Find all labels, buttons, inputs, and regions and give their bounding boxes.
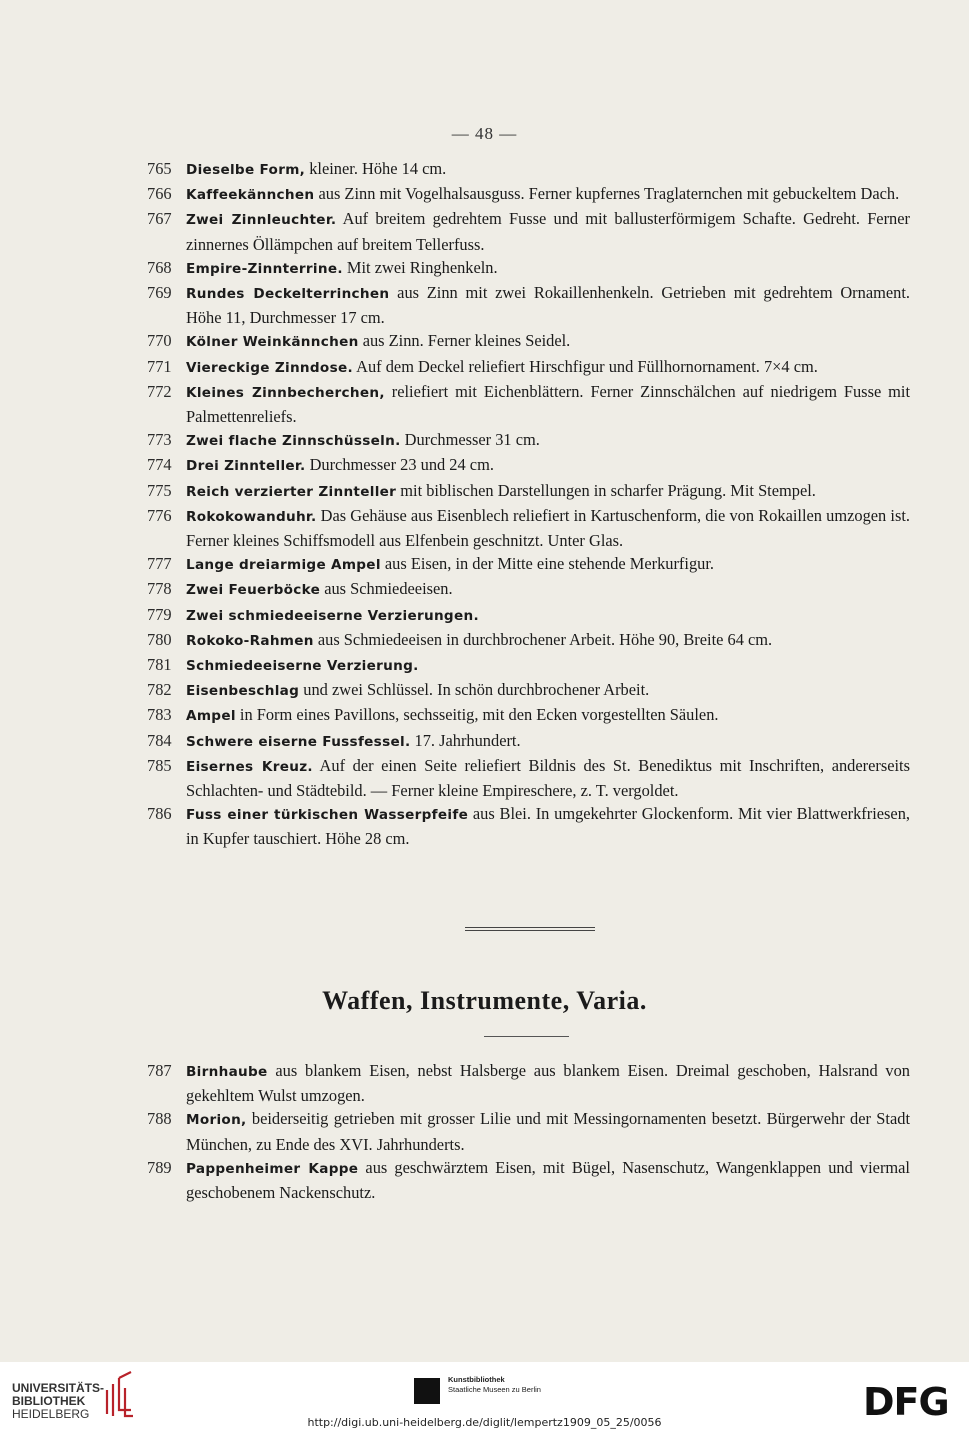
entry-description: aus Zinn mit Vogelhalsausguss. Ferner kupfernes Traglaternchen mit gebuckeltem Dach. [314,184,900,204]
entry-number: 780 [147,629,172,649]
catalog-entry [147,504,910,552]
kb-line-2: Staatliche Museen zu Berlin [448,1385,541,1394]
entry-body [186,1156,910,1204]
entry-keyword: Kleines Zinnbecherchen, [186,384,385,401]
entry-body [186,504,910,552]
entry-description: Mit zwei Ringhenkeln. [342,257,498,277]
entry-keyword: Zwei Zinnleuchter. [186,212,337,229]
entry-body [186,577,910,602]
entry-keyword: Schmiedeeiserne Verzierung. [186,658,419,675]
catalog-entry [147,479,910,504]
entry-body [186,281,910,329]
catalog-entry [147,355,910,380]
catalog-entry [147,329,910,354]
catalog-entry [147,703,910,728]
entry-keyword: Morion, [186,1112,247,1129]
uni-line-3: HEIDELBERG [12,1407,90,1421]
entry-number: 785 [147,755,172,775]
entry-keyword: Pappenheimer Kappe [186,1160,359,1177]
entry-body [186,1107,910,1155]
entry-body [186,453,910,478]
entry-number: 787 [147,1061,172,1080]
section-heading: Waffen, Instrumente, Varia. [322,986,647,1015]
entry-number: 766 [147,184,172,204]
entry-number: 770 [147,331,172,351]
entry-description: Das Gehäuse aus Eisenblech reliefiert in Kartuschenform, die von Rokaillen umzogen ist. Ferner kleines Schiffsmodell aus Elfenbein geschnitzt. Unter Glas. [186,505,910,551]
entry-number: 778 [147,579,172,599]
entry-description: aus blankem Eisen, nebst Halsberge aus blankem Eisen. Dreimal geschoben, Halsrand von gekehltem Wulst umzogen. [186,1061,910,1106]
entry-number: 786 [147,804,172,824]
entry-number: 788 [147,1109,172,1129]
entry-body [186,329,910,354]
entry-keyword: Lange dreiarmige Ampel [186,557,381,574]
catalog-entry [147,678,910,703]
university-logo-icon [103,1370,135,1418]
entry-number: 765 [147,159,172,178]
entry-number: 782 [147,680,172,700]
entry-body [186,802,910,850]
entry-number: 773 [147,430,172,450]
entry-description: reliefiert mit Eichenblättern. Ferner Zinnschälchen auf niedrigem Fusse mit Palmettenreliefs. [186,381,910,427]
source-url-link[interactable]: http://digi.ub.uni-heidelberg.de/diglit/lempertz1909_05_25/0056 [307,1416,662,1429]
catalog-entry [147,256,910,281]
catalog-entries-list [147,157,910,851]
entry-keyword: Viereckige Zinndose. [186,359,353,376]
entry-number: 775 [147,480,172,500]
entry-body [186,256,910,281]
entry-body [186,703,910,728]
catalog-entry [147,182,910,207]
entry-body [186,157,910,182]
entry-body [186,729,910,754]
entry-number: 784 [147,730,172,750]
entry-keyword: Kaffeekännchen [186,187,315,204]
heading-underline [484,1036,569,1037]
entry-description: Auf breitem gedrehtem Fusse und mit ballusterförmigem Schafte. Gedreht. Ferner zinnernes Öllämpchen auf breitem Tellerfuss. [186,209,910,254]
entry-body [186,678,910,703]
entry-keyword: Ampel [186,708,236,725]
entry-keyword: Dieselbe Form, [186,162,306,178]
entry-number: 772 [147,381,172,401]
entry-keyword: Zwei flache Zinnschüsseln. [186,433,401,450]
entry-number: 776 [147,505,172,525]
catalog-entry [147,1156,910,1204]
entry-number: 768 [147,257,172,277]
entry-body [186,1059,910,1107]
entry-body [186,754,910,802]
entry-description: aus geschwärztem Eisen, mit Bügel, Nasenschutz, Wangenklappen und viermal geschobenem Nackenschutz. [186,1157,910,1203]
section-divider [465,927,595,931]
catalog-entry [147,603,910,628]
catalog-entry [147,281,910,329]
page-number: — 48 — [451,124,518,143]
entry-description: aus Zinn mit zwei Rokaillenhenkeln. Getrieben mit gedrehtem Ornament. Höhe 11, Durchmesser 17 cm. [186,283,910,328]
entry-number: 779 [147,604,172,624]
entry-keyword: Eisenbeschlag [186,683,300,700]
entry-body [186,207,910,255]
entry-description: beiderseitig getrieben mit grosser Lilie und mit Messingornamenten besetzt. Bürgerwehr der Stadt München, zu Ende des XVI. Jahrhunderts. [186,1109,910,1154]
entry-description: in Form eines Pavillons, sechsseitig, mit den Ecken vorgestellten Säulen. [235,705,719,725]
entry-body [186,355,910,380]
kb-line-1: Kunstbibliothek [448,1375,505,1384]
catalog-entry [147,628,910,653]
entry-number: 774 [147,455,172,475]
entry-body [186,479,910,504]
entry-description: aus Eisen, in der Mitte eine stehende Merkurfigur. [380,554,714,574]
entry-keyword: Rokokowanduhr. [186,508,317,525]
entry-keyword: Fuss einer türkischen Wasserpfeife [186,807,469,824]
entry-keyword: Zwei schmiedeeiserne Verzierungen. [186,607,479,624]
entry-keyword: Kölner Weinkännchen [186,334,359,351]
entry-keyword: Eisernes Kreuz. [186,758,313,775]
catalog-entry [147,552,910,577]
catalog-entries-list-2 [147,1059,910,1204]
entry-description: Auf dem Deckel reliefiert Hirschfigur und Füllhornornament. 7×4 cm. [352,356,818,376]
entry-description: aus Blei. In umgekehrter Glockenform. Mit vier Blattwerkfriesen, in Kupfer tauschiert. Höhe 28 cm. [186,804,910,849]
catalog-entry [147,207,910,255]
uni-line-2: BIBLIOTHEK [12,1394,86,1408]
entry-number: 769 [147,283,172,303]
catalog-entry [147,453,910,478]
dfg-logo: DFG [863,1380,949,1424]
kunstbibliothek-logo-icon [414,1378,440,1404]
catalog-entry [147,754,910,802]
catalog-entry [147,802,910,850]
entry-description: aus Schmiedeeisen in durchbrochener Arbeit. Höhe 90, Breite 64 cm. [313,629,773,649]
entry-body [186,603,910,628]
entry-keyword: Birnhaube [186,1064,268,1080]
entry-keyword: Zwei Feuerböcke [186,582,321,599]
entry-keyword: Reich verzierter Zinnteller [186,483,397,500]
entry-number: 771 [147,356,172,376]
entry-number: 783 [147,705,172,725]
entry-description: kleiner. Höhe 14 cm. [305,159,447,178]
entry-description: Durchmesser 23 und 24 cm. [305,455,494,475]
uni-line-1: UNIVERSITÄTS- [12,1381,105,1395]
entry-body [186,428,910,453]
entry-description: Durchmesser 31 cm. [400,430,540,450]
entry-keyword: Rundes Deckelterrinchen [186,286,390,303]
entry-description: Auf der einen Seite reliefiert Bildnis des St. Benediktus mit Inschriften, andererseits Schlachten- und Städtebild. — Ferner kleine Empireschere, z. T. vergoldet. [186,755,910,801]
entry-description: aus Schmiedeeisen. [320,579,453,599]
entry-number: 789 [147,1157,172,1177]
entry-keyword: Empire-Zinnterrine. [186,260,343,277]
catalog-entry [147,1059,910,1107]
entry-description: und zwei Schlüssel. In schön durchbrochener Arbeit. [299,680,650,700]
entry-number: 767 [147,209,172,229]
entry-body [186,380,910,428]
catalog-entry [147,577,910,602]
entry-keyword: Drei Zinnteller. [186,458,306,475]
entry-keyword: Rokoko-Rahmen [186,632,314,649]
entry-description: aus Zinn. Ferner kleines Seidel. [358,331,571,351]
entry-body [186,182,910,207]
entry-body [186,552,910,577]
entry-body [186,653,910,678]
entry-keyword: Schwere eiserne Fussfessel. [186,733,411,750]
catalog-entry [147,653,910,678]
catalog-entry [147,428,910,453]
catalog-entry [147,729,910,754]
entry-number: 781 [147,655,172,675]
kunstbibliothek-text [448,1375,541,1395]
catalog-entry [147,157,910,182]
entry-description: mit biblischen Darstellungen in scharfer Prägung. Mit Stempel. [396,480,816,500]
entry-body [186,628,910,653]
catalog-entry [147,1107,910,1155]
entry-description: 17. Jahrhundert. [410,730,521,750]
entry-number: 777 [147,554,172,574]
catalog-entry [147,380,910,428]
